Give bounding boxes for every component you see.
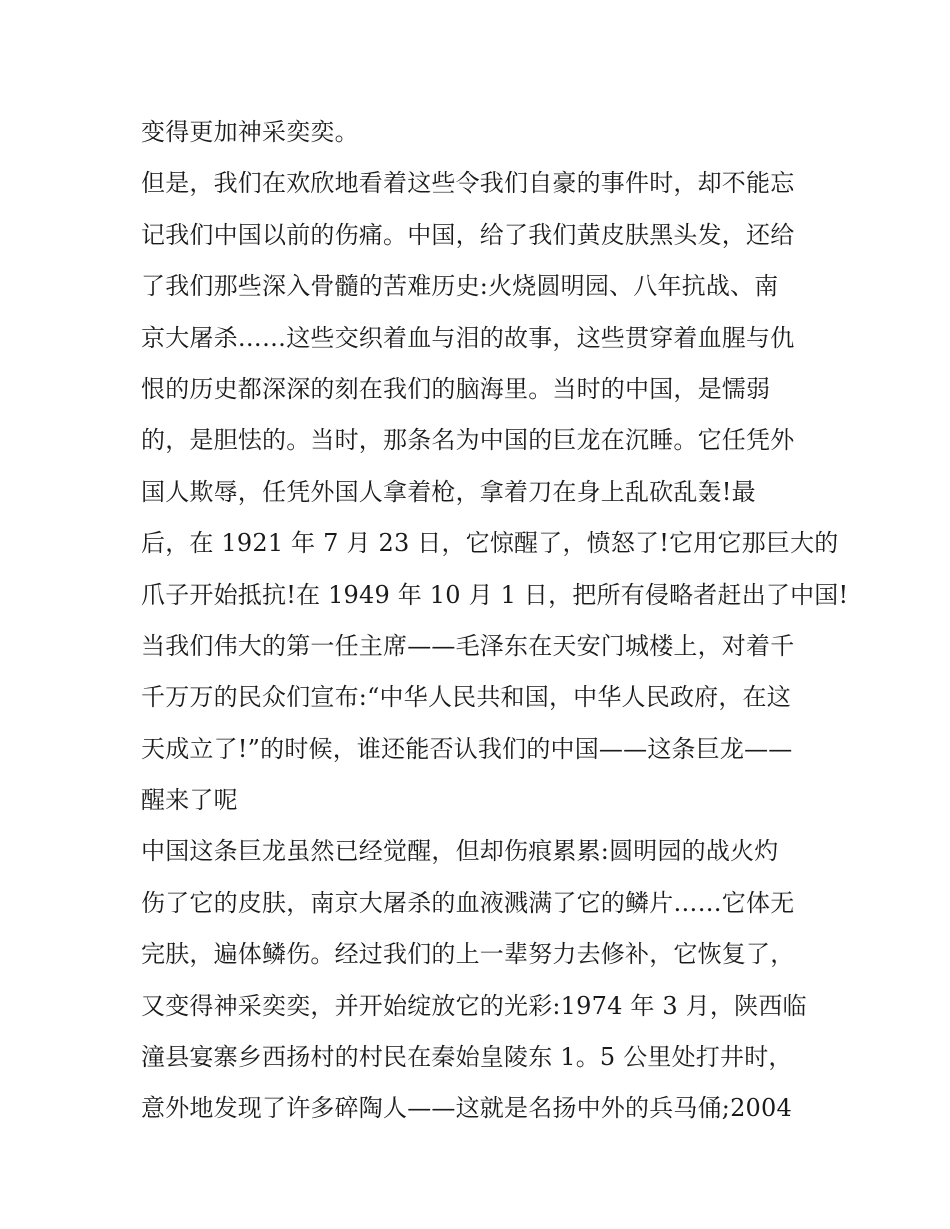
text-line: 完肤，遍体鳞伤。经过我们的上一辈努力去修补，它恢复了， — [141, 940, 795, 969]
text-line: 的，是胆怯的。当时，那条名为中国的巨龙在沉睡。它任凭外 — [141, 426, 795, 455]
text-line: 千万万的民众们宣布:“中华人民共和国，中华人民政府，在这 — [141, 683, 791, 712]
text-line: 中国这条巨龙虽然已经觉醒，但却伤痕累累:圆明园的战火灼 — [141, 837, 779, 866]
text-line: 京大屠杀……这些交织着血与泪的故事，这些贯穿着血腥与仇 — [141, 323, 795, 352]
text-line: 后，在 1921 年 7 月 23 日，它惊醒了，愤怒了!它用它那巨大的 — [141, 529, 839, 558]
text-line: 天成立了!”的时候，谁还能否认我们的中国——这条巨龙—— — [141, 734, 793, 763]
text-line: 爪子开始抵抗!在 1949 年 10 月 1 日，把所有侵略者赶出了中国! — [141, 580, 849, 609]
text-line: 意外地发现了许多碎陶人——这就是名扬中外的兵马俑;2004 — [141, 1094, 792, 1123]
text-line: 但是，我们在欢欣地看着这些令我们自豪的事件时，却不能忘 — [141, 169, 795, 198]
text-line: 当我们伟大的第一任主席——毛泽东在天安门城楼上，对着千 — [141, 631, 795, 660]
text-line: 潼县宴寨乡西扬村的村民在秦始皇陵东 1。5 公里处打井时， — [141, 1043, 793, 1072]
text-line: 伤了它的皮肤，南京大屠杀的血液溅满了它的鳞片……它体无 — [141, 888, 795, 917]
text-line: 国人欺辱，任凭外国人拿着枪，拿着刀在身上乱砍乱轰!最 — [141, 477, 756, 506]
text-line: 记我们中国以前的伤痛。中国，给了我们黄皮肤黑头发，还给 — [141, 220, 795, 249]
text-line: 恨的历史都深深的刻在我们的脑海里。当时的中国，是懦弱 — [141, 374, 771, 403]
text-line: 醒来了呢 — [141, 786, 238, 815]
text-line: 了我们那些深入骨髓的苦难历史:火烧圆明园、八年抗战、南 — [141, 272, 779, 301]
body-text — [141, 107, 849, 1135]
text-line: 又变得神采奕奕，并开始绽放它的光彩:1974 年 3 月，陕西临 — [141, 991, 807, 1020]
text-line: 变得更加神采奕奕。 — [141, 118, 359, 146]
